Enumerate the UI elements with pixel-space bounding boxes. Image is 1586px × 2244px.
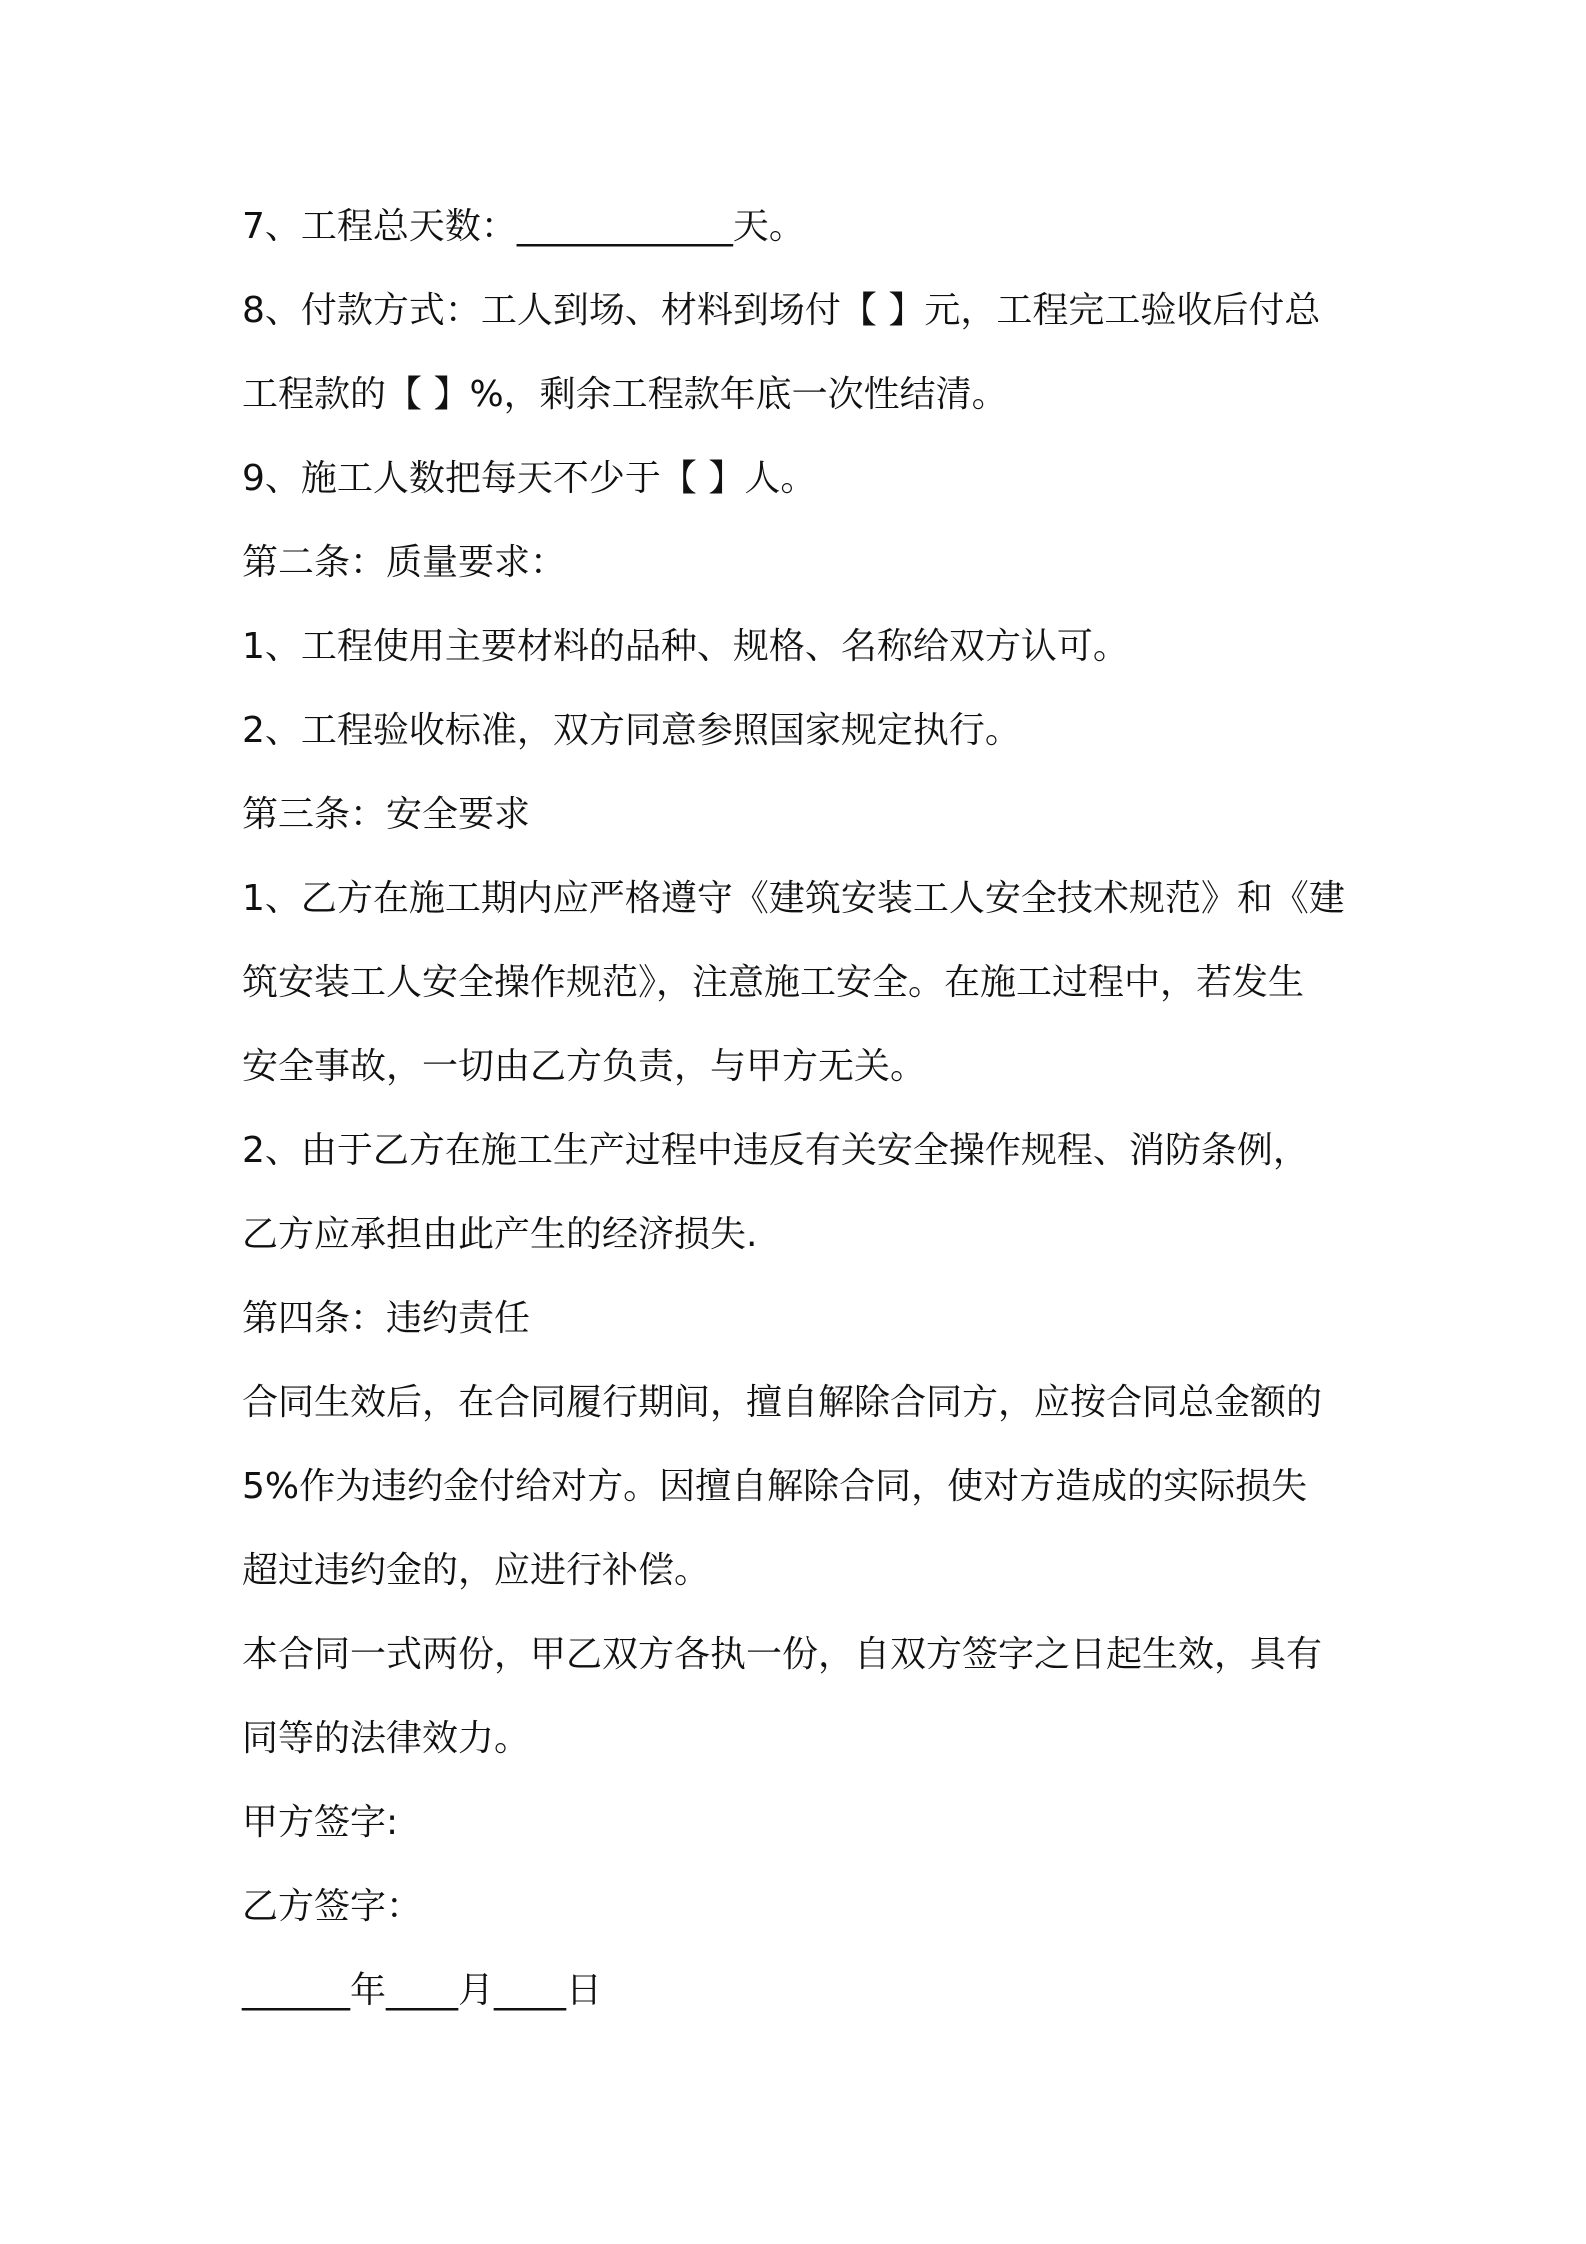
date-line: ______年____月____日: [242, 1970, 602, 2011]
safety-item-2-line-1: 2、由于乙方在施工生产过程中违反有关安全操作规程、消防条例，: [242, 1130, 1309, 1171]
article-2-heading: 第二条：质量要求：: [242, 542, 567, 583]
breach-paragraph-line-1: 合同生效后，在合同履行期间，擅自解除合同方，应按合同总金额的: [242, 1382, 1323, 1423]
breach-paragraph-line-2: 5%作为违约金付给对方。因擅自解除合同，使对方造成的实际损失: [242, 1466, 1308, 1507]
clause-7-total-days: 7、工程总天数：____________天。: [242, 206, 805, 247]
safety-item-1-line-1: 1、乙方在施工期内应严格遵守《建筑安装工人安全技术规范》和《建: [242, 878, 1345, 919]
clause-8-payment-line-2: 工程款的【 】%，剩余工程款年底一次性结清。: [242, 374, 1008, 415]
clause-8-payment-line-1: 8、付款方式：工人到场、材料到场付【 】元，工程完工验收后付总: [242, 290, 1321, 331]
party-a-signature-label: 甲方签字:: [242, 1802, 399, 1843]
quality-item-2: 2、工程验收标准，双方同意参照国家规定执行。: [242, 710, 1021, 751]
contract-body: [242, 203, 1382, 2051]
safety-item-1-line-3: 安全事故，一切由乙方负责，与甲方无关。: [242, 1046, 927, 1087]
clause-9-workers: 9、施工人数把每天不少于【 】人。: [242, 458, 817, 499]
breach-paragraph-line-3: 超过违约金的，应进行补偿。: [242, 1550, 711, 1591]
quality-item-1: 1、工程使用主要材料的品种、规格、名称给双方认可。: [242, 626, 1129, 667]
party-b-signature-label: 乙方签字：: [242, 1886, 423, 1927]
article-4-heading: 第四条：违约责任: [242, 1298, 531, 1339]
safety-item-1-line-2: 筑安装工人安全操作规范》，注意施工安全。在施工过程中，若发生: [242, 962, 1305, 1003]
copies-paragraph-line-1: 本合同一式两份，甲乙双方各执一份，自双方签字之日起生效，具有: [242, 1634, 1323, 1675]
article-3-heading: 第三条：安全要求: [242, 794, 531, 835]
copies-paragraph-line-2: 同等的法律效力。: [242, 1718, 531, 1759]
safety-item-2-line-2: 乙方应承担由此产生的经济损失.: [242, 1214, 758, 1255]
